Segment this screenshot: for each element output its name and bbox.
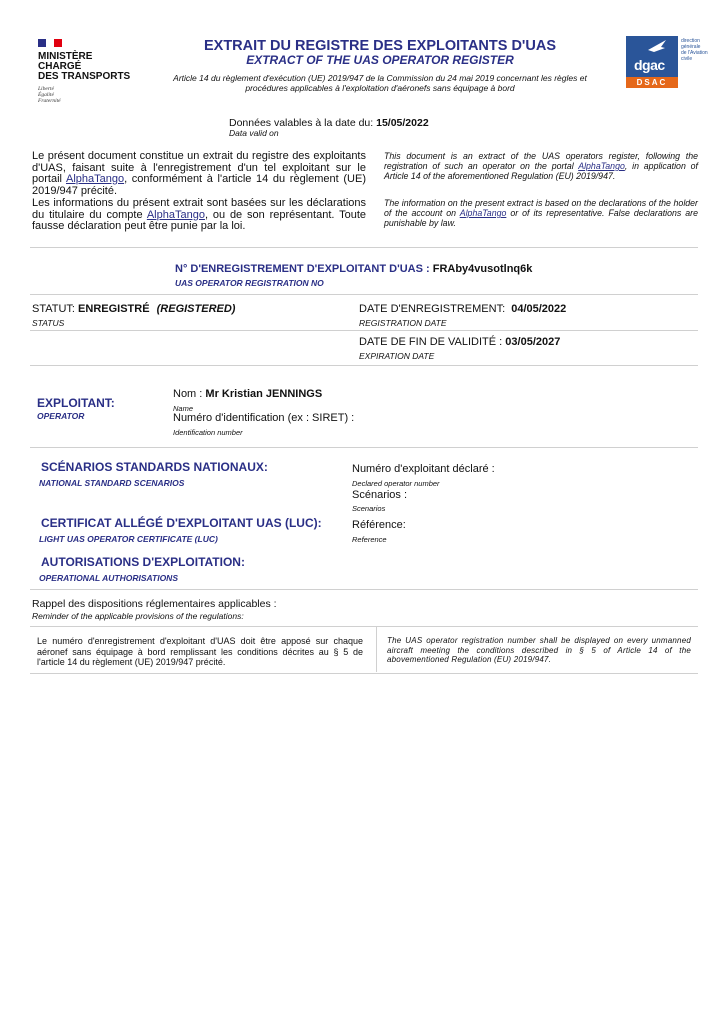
luc-reference-label: Référence: (352, 519, 406, 531)
dgac-side-line: civile (681, 56, 693, 62)
operator-id-label-en: Identification number (173, 428, 243, 437)
operator-name-label-en: Name (173, 404, 194, 413)
text: The information on the present extract is based on the declarations of the holder of the account on (384, 198, 698, 218)
text: This document is an extract of the UAS operators register, following the registration of such an operator on the portal (384, 151, 698, 171)
scenarios-heading-en: NATIONAL STANDARD SCENARIOS (39, 478, 185, 488)
intro-paragraph-fr-1 (32, 151, 366, 197)
motto-line: Fraternité (38, 98, 61, 104)
dgac-side-text (681, 38, 708, 62)
ministry-motto (38, 86, 61, 104)
scenarios-label: Scénarios : (352, 489, 408, 501)
operator-name-value: Mr Kristian JENNINGS (205, 388, 323, 400)
rules-heading-en: Reminder of the applicable provisions of the regulations: (32, 611, 244, 621)
registration-number-value: FRAby4vusotlnq6k (432, 263, 533, 275)
authorisations-heading-en: OPERATIONAL AUTHORISATIONS (39, 573, 178, 583)
alphatango-link[interactable]: AlphaTango (66, 173, 125, 185)
expiration-date (359, 336, 560, 348)
rules-text-fr: Le numéro d'enregistrement d'exploitant d'UAS doit être apposé sur chaque aéronef sans équipage à bord remplissant les conditions décrites au § 5 de l'article 14 du règlement (UE) 2019/947 précité. (37, 636, 363, 667)
text: , in application of Article 14 of the aforementioned Regulation (EU) 2019/947. (384, 161, 698, 181)
text: , ou de son représentant. Toute fausse déclaration peut être punie par la loi. (32, 208, 367, 232)
ministry-line: DES TRANSPORTS (38, 71, 131, 82)
registration-number (175, 263, 532, 275)
dgac-logo-text: dgac (634, 57, 665, 73)
status-value-en: (REGISTERED) (156, 303, 236, 315)
divider (30, 330, 698, 331)
status-label-en: STATUS (32, 318, 65, 328)
rules-box-divider (376, 626, 377, 672)
validity-label: Données valables à la date du: (229, 117, 374, 129)
motto-line: Égalité (38, 92, 54, 98)
registration-date-value: 04/05/2022 (511, 303, 567, 315)
status-label: STATUT: (32, 303, 75, 315)
article-reference (150, 73, 610, 93)
expiration-date-label: DATE DE FIN DE VALIDITÉ : (359, 336, 503, 348)
expiration-date-label-en: EXPIRATION DATE (359, 351, 435, 361)
dgac-side-line: de l'Aviation (681, 50, 708, 56)
registration-date-label-en: REGISTRATION DATE (359, 318, 447, 328)
alphatango-link[interactable]: AlphaTango (578, 161, 625, 171)
registration-date-label: DATE D'ENREGISTREMENT: (359, 303, 506, 315)
scenarios-label-en: Scenarios (352, 504, 386, 513)
text: Le présent document constitue un extrait du registre des exploitants d'UAS, faisant suite à l'enregistrement d'un tel exploitant sur le portail (32, 150, 366, 185)
status (32, 303, 235, 315)
rules-heading: Rappel des dispositions réglementaires applicables : (32, 598, 277, 610)
document-title: EXTRAIT DU REGISTRE DES EXPLOITANTS D'UAS (203, 38, 556, 54)
expiration-date-value: 03/05/2027 (505, 336, 561, 348)
article-line: Article 14 du règlement d'exécution (UE) 2019/947 de la Commission du 24 mai 2019 concernant les règles et (173, 73, 587, 83)
text: or of its representative. False declarations are punishable by law. (384, 208, 698, 228)
divider (30, 247, 698, 248)
motto-line: Liberté (38, 86, 54, 92)
operator-heading: EXPLOITANT: (37, 396, 115, 410)
alphatango-link[interactable]: AlphaTango (459, 208, 507, 218)
dgac-side-line: générale (681, 44, 701, 50)
divider (30, 589, 698, 590)
luc-reference-label-en: Reference (352, 535, 387, 544)
rules-text-en: The UAS operator registration number shall be displayed on every unmanned aircraft meeting the conditions described in § 5 of Article 14 of the abovementioned Regulation (EU) 2019/947. (387, 636, 691, 664)
dsac-logo-text: DSAC (636, 78, 668, 87)
dgac-side-line: direction (681, 38, 700, 44)
document-title-en: EXTRACT OF THE UAS OPERATOR REGISTER (246, 53, 514, 67)
operator-heading-en: OPERATOR (37, 411, 85, 421)
validity-date-value: 15/05/2022 (376, 117, 429, 129)
text: , conformément à l'article 14 du règlement (UE) 2019/947 précité. (32, 173, 366, 197)
divider (30, 447, 698, 448)
divider (30, 294, 698, 295)
alphatango-link[interactable]: AlphaTango (146, 208, 205, 221)
french-flag-icon (38, 39, 62, 47)
luc-heading: CERTIFICAT ALLÉGÉ D'EXPLOITANT UAS (LUC): (41, 516, 322, 530)
ministry-logo (38, 52, 130, 82)
ministry-line: CHARGÉ (38, 61, 82, 72)
authorisations-heading: AUTORISATIONS D'EXPLOITATION: (41, 555, 245, 569)
ministry-line: MINISTÈRE (38, 51, 93, 62)
operator-name (173, 388, 322, 400)
registration-number-label-en: UAS OPERATOR REGISTRATION NO (175, 278, 324, 288)
operator-id-label: Numéro d'identification (ex : SIRET) : (173, 412, 355, 424)
intro-paragraph-en-2 (384, 198, 698, 228)
validity-label-en: Data valid on (229, 128, 279, 138)
intro-paragraph-en-1 (384, 151, 698, 181)
declared-operator-label-en: Declared operator number (352, 479, 440, 488)
text: Les informations du présent extrait sont basées sur les déclarations du titulaire du compte (32, 197, 366, 221)
divider (30, 365, 698, 366)
registration-number-label: N° D'ENREGISTREMENT D'EXPLOITANT D'UAS : (175, 263, 430, 275)
declared-operator-label: Numéro d'exploitant déclaré : (352, 463, 495, 475)
article-line: procédures applicables à l'exploitation d'aéronefs sans équipage à bord (245, 83, 515, 93)
scenarios-heading: SCÉNARIOS STANDARDS NATIONAUX: (41, 460, 268, 474)
intro-paragraph-fr-2 (32, 198, 366, 233)
luc-heading-en: LIGHT UAS OPERATOR CERTIFICATE (LUC) (39, 534, 218, 544)
plane-icon (646, 38, 668, 54)
registration-date (359, 303, 566, 315)
operator-name-label: Nom : (173, 388, 203, 400)
status-value: ENREGISTRÉ (78, 303, 150, 315)
